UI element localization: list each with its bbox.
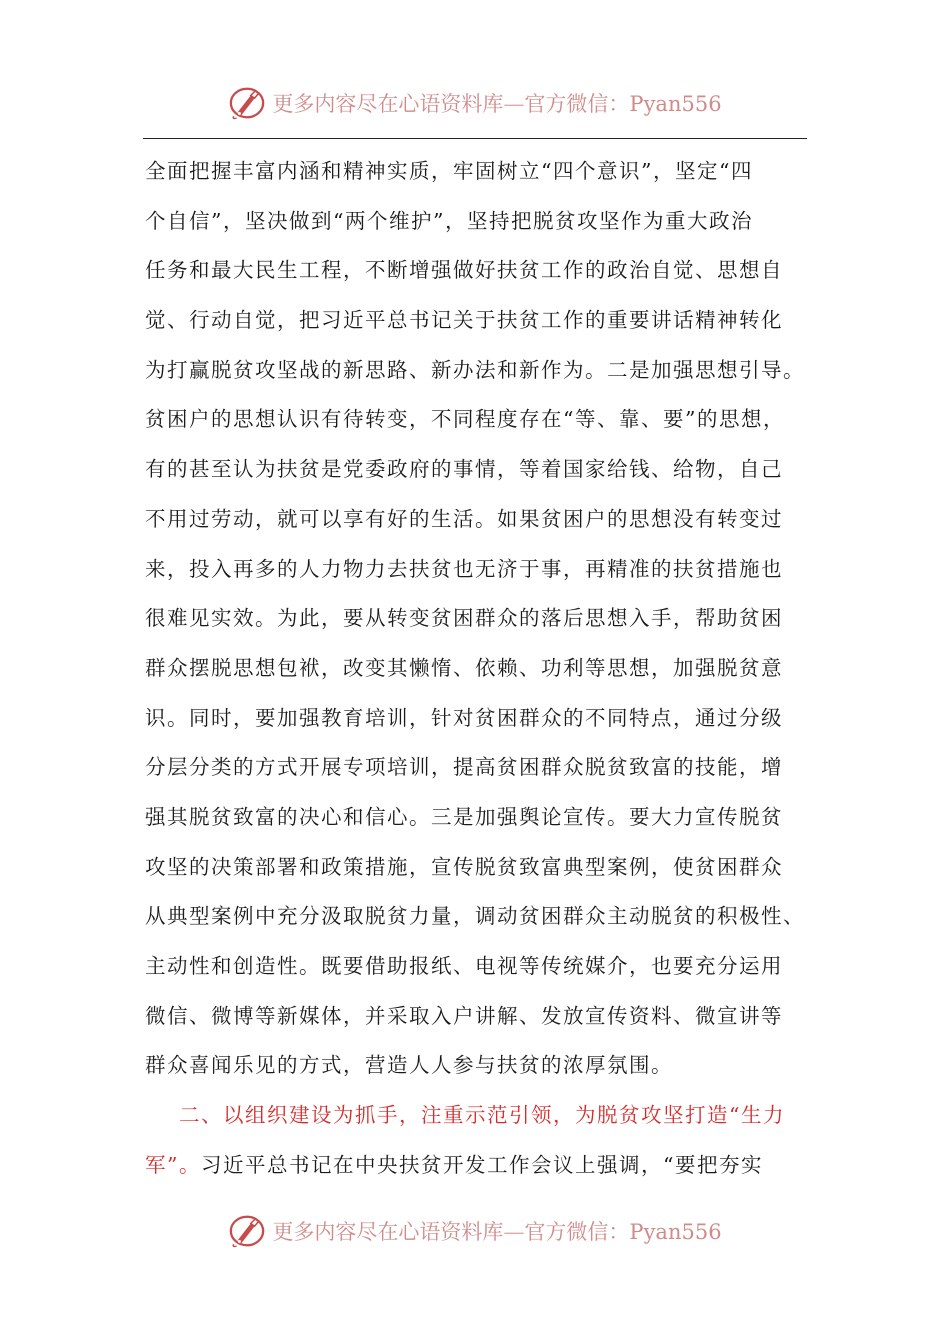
body-line: 攻坚的决策部署和政策措施，宣传脱贫致富典型案例，使贫困群众 — [145, 854, 783, 879]
body-line: 从典型案例中充分汲取脱贫力量，调动贫困群众主动脱贫的积极性、 — [145, 904, 805, 929]
section-heading: 二、以组织建设为抓手，注重示范引领，为脱贫攻坚打造“生力 — [179, 1103, 785, 1128]
page-header — [0, 80, 950, 126]
body-line: 微信、微博等新媒体，并采取入户讲解、发放宣传资料、微宣讲等 — [145, 1003, 783, 1028]
body-line: 来，投入再多的人力物力去扶贫也无济于事，再精准的扶贫措施也 — [145, 556, 783, 581]
body-line: 全面把握丰富内涵和精神实质，牢固树立“四个意识”，坚定“四 — [145, 159, 753, 183]
pen-nib-logo-icon — [228, 1212, 266, 1250]
header-separator: — — [503, 92, 525, 116]
header-watermark-text — [272, 88, 721, 118]
body-line: 分层分类的方式开展专项培训，提高贫困群众脱贫致富的技能，增 — [145, 755, 783, 780]
body-line: 很难见实效。为此，要从转变贫困群众的落后思想入手，帮助贫困 — [145, 606, 783, 631]
footer-watermark-text — [272, 1216, 721, 1246]
body-line: 识。同时，要加强教育培训，针对贫困群众的不同特点，通过分级 — [145, 705, 783, 730]
body-line: 强其脱贫致富的决心和信心。三是加强舆论宣传。要大力宣传脱贫 — [145, 804, 783, 829]
header-brand: 更多内容尽在心语资料库 — [272, 92, 504, 116]
document-body — [145, 147, 805, 1190]
body-line: 个自信”，坚决做到“两个维护”，坚持把脱贫攻坚作为重大政治 — [145, 208, 753, 233]
body-line: 觉、行动自觉，把习近平总书记关于扶贫工作的重要讲话精神转化 — [145, 308, 783, 333]
body-line: 不用过劳动，就可以享有好的生活。如果贫困户的思想没有转变过 — [145, 506, 783, 531]
section-heading-continuation — [145, 1141, 805, 1191]
page-footer — [0, 1208, 950, 1254]
body-line: 贫困户的思想认识有待转变，不同程度存在“等、靠、要”的思想， — [145, 407, 785, 432]
body-line: 主动性和创造性。既要借助报纸、电视等传统媒介，也要充分运用 — [145, 954, 783, 978]
body-line: 为打赢脱贫攻坚战的新思路、新办法和新作为。二是加强思想引导。 — [145, 357, 805, 382]
body-line: 任务和最大民生工程，不断增强做好扶贫工作的政治自觉、思想自 — [145, 258, 783, 283]
footer-brand: 更多内容尽在心语资料库 — [272, 1220, 504, 1244]
header-divider — [143, 138, 807, 139]
body-line: 群众摆脱思想包袱，改变其懒惰、依赖、功利等思想，加强脱贫意 — [145, 655, 783, 680]
pen-nib-logo-icon — [228, 84, 266, 122]
section-heading-tail: 军”。 — [145, 1152, 201, 1177]
footer-separator: — — [503, 1220, 525, 1244]
footer-wechat: 官方微信：Pyan556 — [524, 1220, 722, 1244]
body-line: 群众喜闻乐见的方式，营造人人参与扶贫的浓厚氛围。 — [145, 1053, 673, 1078]
header-wechat: 官方微信：Pyan556 — [524, 92, 722, 116]
body-line-text: 习近平总书记在中央扶贫开发工作会议上强调，“要把夯实 — [200, 1152, 763, 1177]
body-line: 有的甚至认为扶贫是党委政府的事情，等着国家给钱、给物，自己 — [145, 457, 783, 482]
